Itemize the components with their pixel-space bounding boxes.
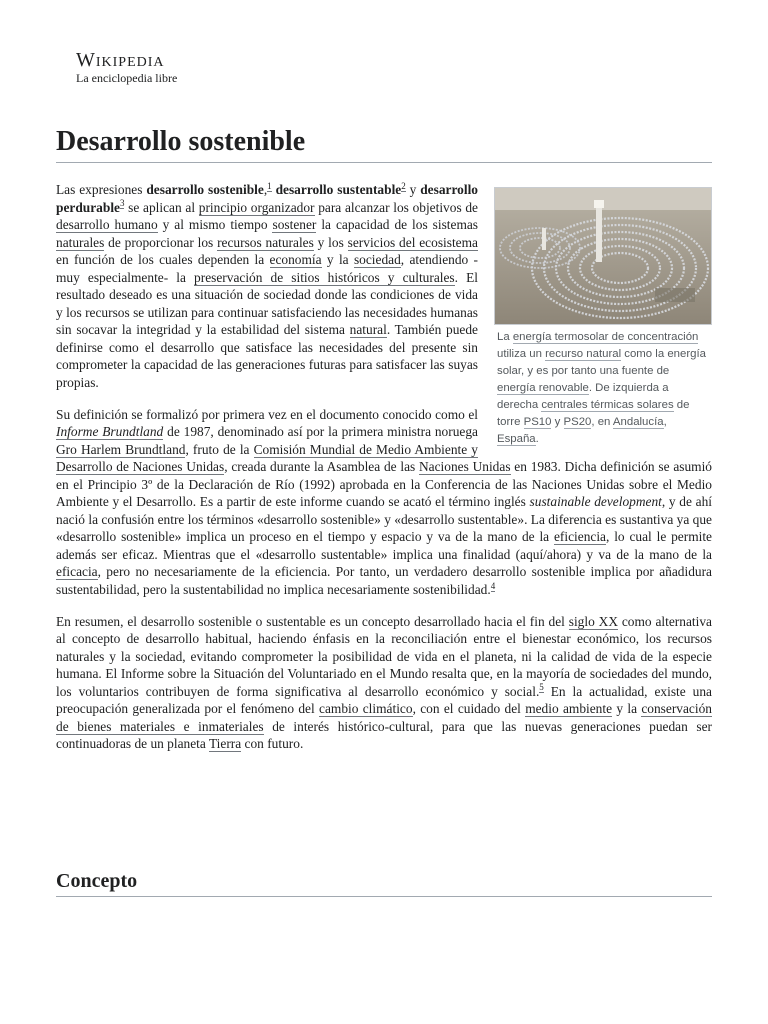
section-heading-concepto: Concepto [56,867,712,897]
article-link[interactable]: servicios del ecosistema [347,234,478,250]
article-link[interactable]: eficacia [56,564,98,580]
article-body [56,181,712,767]
text: y la [612,701,642,717]
wikipedia-logo[interactable] [76,50,177,85]
reference-link[interactable]: 5 [539,682,544,693]
text: , y de ahí nació la confusión entre los términos «desarrollo sostenible» y «desarrollo sustentable». La diferencia es sustantiva ya que «desarrollo sostenible» implica un proceso en el tiempo y espacio y va de la mano de la [56,494,712,545]
solar-plant-image[interactable] [494,187,712,325]
caption-text: como la energía solar, y es por tanto una fuente de [497,348,706,377]
paragraph-summary [56,613,712,753]
text: , creada durante la Asamblea de las [224,459,419,475]
article-link[interactable]: Gro Harlem Brundtland [56,441,186,457]
text: , con el cuidado del [412,701,526,717]
article-link[interactable]: economía [269,252,322,268]
solar-plant-illustration [495,188,711,324]
text: En la actualidad, existe una preocupación generalizada por el fenómeno del [56,683,712,717]
text: , fruto de la [185,441,254,457]
text: de interés histórico-cultural, para que las nuevas generaciones puedan ser continuadoras de un planeta [56,718,712,752]
text: , lo cual le permite además ser eficaz. Mientras que el «desarrollo sustentable» implica una finalidad (aquí/ahora) y va de la mano de la [56,529,712,562]
article-link[interactable]: natural [349,322,387,338]
page-title: Desarrollo sostenible [56,124,712,163]
article-link[interactable]: naturales [56,234,105,250]
text: y al mismo tiempo [157,217,273,233]
text: . También puede definirse como el desarrollo que satisface las necesidades del presente sin comprometer la capacidad de las generaciones futuras para satisfacer las suyas propias. [56,322,478,391]
article-link[interactable]: Naciones Unidas [419,459,511,475]
logo-tagline: La enciclopedia libre [76,71,178,85]
bold-term: desarrollo sostenible [146,182,264,197]
reference-link[interactable]: 1 [267,180,272,191]
article-link[interactable]: siglo XX [568,613,618,629]
text: de proporcionar los [104,234,218,250]
text: , atendiendo -muy especialmente- la [56,252,479,285]
text: se aplican al [124,199,199,215]
article-link[interactable]: Tierra [208,736,242,752]
caption-link[interactable]: energía renovable [497,382,589,394]
caption-text: La [497,331,513,343]
caption-text: . De izquierda a derecha [497,382,669,411]
text: , pero no necesariamente de la eficiencia. Por tanto, un verdadero desarrollo sostenible implica por añadidura sustentabilidad, pero la sustentabilidad no implica necesariamente sostenibilidad. [56,564,712,598]
article-link[interactable]: Comisión Mundial de Medio Ambiente y Desarrollo de Naciones Unidas [56,441,478,475]
text: y [405,182,421,197]
reference-link[interactable]: 4 [490,580,496,591]
caption-text: , en [591,416,613,428]
text: Su definición se formalizó por primera vez en el documento conocido como el [56,406,478,422]
article-link[interactable]: sostener [272,217,317,233]
text: como alternativa al concepto de desarrollo habitual, haciendo énfasis en la reconciliación entre el bienestar económico, los recursos naturales y la sociedad, evitando comprometer la posibilidad de vida en el planeta, ni la calidad de vida de la especie humana. El Informe sobre la Situación del Voluntariado en el Mundo resalta que, en la mayoría de sociedades del mundo, los voluntarios contribuyen de forma significativa al desarrollo económico y social. [56,613,712,699]
text: en 1983. Dicha definición se asumió en el Principio 3º de la Declaración de Río (1992) aprobada en la Conferencia de las Naciones Unidas sobre el Medio Ambiente y el Desarrollo. Es a partir de este informe cuando se acató el término inglés [56,459,712,510]
logo-wordmark-text: Wikipedia [76,49,165,71]
article-link[interactable]: preservación de sitios históricos y culturales [194,269,455,285]
caption-link[interactable]: PS20 [563,416,592,428]
article-link[interactable]: principio organizador [198,199,315,215]
article-link[interactable]: desarrollo humano [56,217,158,233]
bold-term: desarrollo sustentable [275,182,402,197]
logo-wordmark [76,50,177,70]
text: En resumen, el desarrollo sostenible o sustentable es un concepto desarrollado hacia el fin del [56,613,569,629]
caption-text: , [663,416,667,428]
caption-text: . [535,433,539,445]
caption-link[interactable]: centrales térmicas solares [541,399,674,411]
caption-text: de torre [497,399,690,428]
text: en función de los cuales dependen la [56,252,270,268]
reference-link[interactable]: 2 [401,180,406,191]
text: y los [313,234,348,250]
text: Las expresiones [56,182,147,197]
text: de 1987, denominado así por la primera ministra noruega [163,424,478,440]
reference-link[interactable]: 3 [119,198,125,209]
bold-term: desarrollo perdurable [56,182,478,215]
caption-link[interactable]: España [497,433,536,445]
text: con futuro. [241,736,304,752]
caption-link[interactable]: recurso natural [545,348,622,360]
text: la capacidad de los sistemas [316,217,479,233]
text: . El resultado deseado es una situación de sociedad donde las condiciones de vida y los recursos se utilizan para continuar satisfaciendo las necesidades humanas sin socavar la integridad y la estabilidad del sistema [56,269,478,338]
caption-text: utiliza un [497,348,546,360]
article-link[interactable]: medio ambiente [525,701,613,717]
article-link[interactable]: conservación de bienes materiales e inmateriales [56,701,712,734]
article-link[interactable]: cambio climático [319,701,413,717]
article-link[interactable]: sociedad [353,252,401,268]
article-link[interactable]: recursos naturales [217,234,314,250]
article-link[interactable]: eficiencia [553,529,607,545]
thumbnail-figure [494,187,712,448]
text: para alcanzar los objetivos de [314,199,478,215]
article-link[interactable]: Informe Brundtland [56,424,164,440]
text: y la [321,252,354,268]
image-caption [494,325,712,448]
caption-link[interactable]: PS10 [523,416,552,428]
italic-term: sustainable development [529,494,662,510]
caption-link[interactable]: Andalucía [612,416,664,428]
text: , [263,182,268,197]
caption-text: y [551,416,564,428]
caption-link[interactable]: energía termosolar de concentración [512,331,699,343]
